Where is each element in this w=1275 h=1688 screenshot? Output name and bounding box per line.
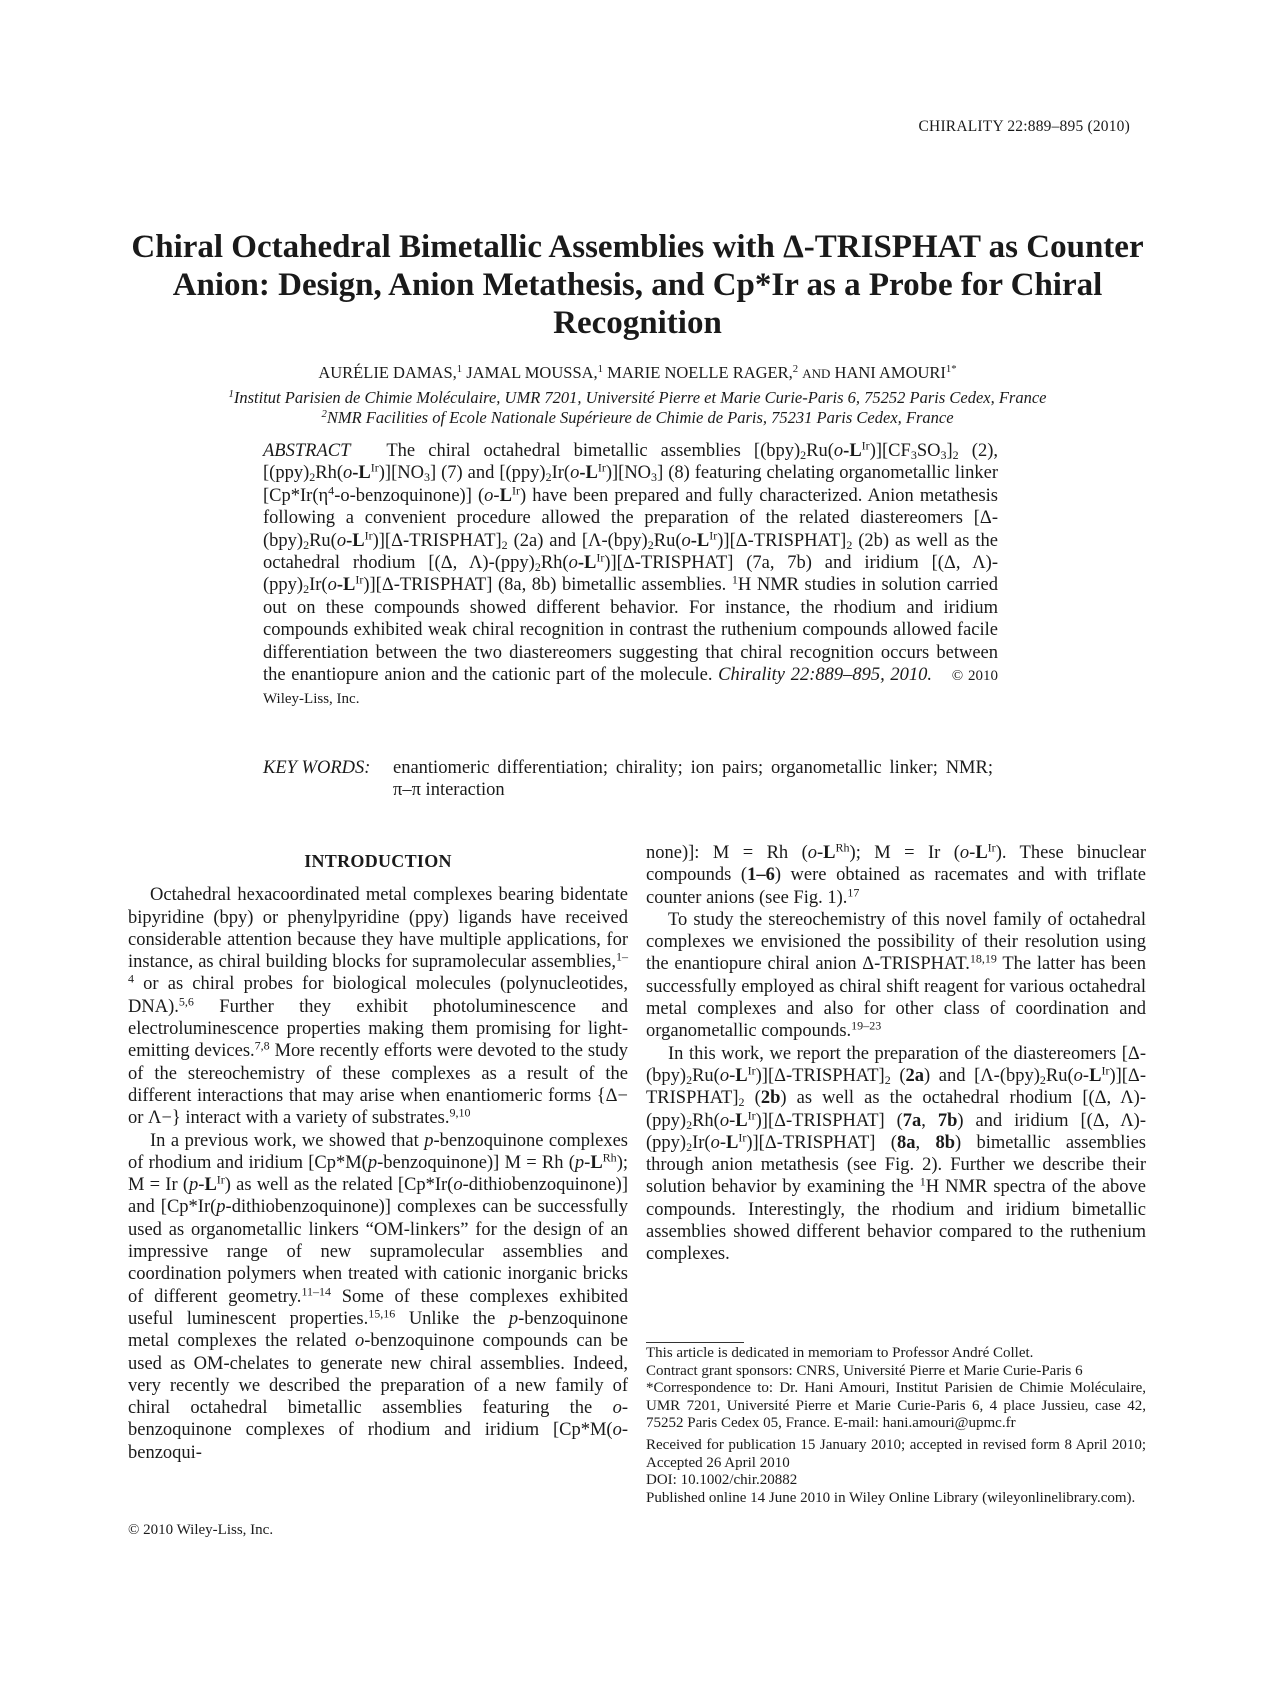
text-run: H NMR spectra of the above compounds. Interestingly, the rhodium and iridium bimetallic assemblies showed different behavior compared to the ruthenium complexes. <box>646 1177 1146 1265</box>
citation-ref: 9,10 <box>449 1105 471 1120</box>
author-name: JAMAL MOUSSA, <box>466 363 598 382</box>
text-run: o <box>710 1132 720 1153</box>
text-run: -o-benzoquinone)] ( <box>334 485 485 506</box>
text-run: L <box>735 1110 748 1131</box>
text-run: )][Δ-TRISPHAT] <box>717 530 847 551</box>
subscript: 2 <box>545 470 552 485</box>
right-column <box>646 842 1146 1266</box>
text-run: o <box>612 1398 622 1419</box>
text-run: -dithiobenzoquinone)] complexes can be successfully used as organometallic linkers “OM-linkers” for the design of an impressive range of new supramolecular assemblies and coordination polymers when treated with cationic inorganic bricks of different geometry. <box>128 1197 629 1307</box>
footnote-grant: Contract grant sponsors: CNRS, Université Pierre et Marie Curie-Paris 6 <box>646 1362 1083 1379</box>
superscript: Ir <box>738 1130 747 1145</box>
text-run: (2), [(ppy) <box>263 441 998 484</box>
text-run: 8a <box>896 1132 916 1153</box>
text-run: Rh( <box>692 1110 720 1131</box>
text-run: o <box>484 485 494 506</box>
author-conjunction: AND <box>802 366 831 381</box>
text-run: o <box>833 441 844 461</box>
footnote-received: Received for publication 15 January 2010; accepted in revised form 8 April 2010; Accepted 26 April 2010 <box>646 1436 1146 1471</box>
author-name: AURÉLIE DAMAS, <box>318 363 457 382</box>
keywords-text: enantiomeric differentiation; chirality; ion pairs; organometallic linker; NMR; π–π interaction <box>393 758 993 801</box>
affiliation-text: NMR Facilities of Ecole Nationale Supérieure de Chimie de Paris, 75231 Paris Cedex, France <box>326 408 954 427</box>
text-run: o <box>354 1331 365 1352</box>
text-run: Ru( <box>1045 1065 1074 1086</box>
text-run: Rh( <box>315 463 343 484</box>
text-run: o <box>453 1175 463 1196</box>
affiliation-marker: 1 <box>456 363 463 376</box>
affiliation-marker: 1 <box>597 363 604 376</box>
author-name: MARIE NOELLE RAGER, <box>607 363 793 382</box>
abstract-label: ABSTRACT <box>263 441 351 461</box>
text-run: 2a <box>905 1065 924 1086</box>
text-run: or as chiral probes for biological molecules (polynucleotides, DNA). <box>128 974 628 1017</box>
text-run: -benzoqui- <box>128 1420 628 1463</box>
text-run: o <box>327 575 337 596</box>
text-run: p <box>216 1197 226 1218</box>
text-run: p <box>367 1152 378 1173</box>
text-run: )][Δ-TRISPHAT] <box>372 530 502 551</box>
subscript: 2 <box>303 537 310 552</box>
abstract-copyright: © 2010 Wiley-Liss, Inc. <box>263 668 999 708</box>
superscript: Ir <box>861 438 870 453</box>
text-run: o <box>568 553 578 574</box>
text-run: L <box>975 843 988 863</box>
text-run: L <box>499 485 512 506</box>
superscript: Ir <box>355 572 364 587</box>
text-run: o <box>959 843 970 863</box>
superscript: Ir <box>511 483 520 498</box>
affiliation-marker: 2 <box>792 363 799 376</box>
text-run: More recently efforts were devoted to the study of the stereochemistry of these complexes as a result of the different interactions that may arise when enantiomeric forms {Δ− or Λ−} interact with a variety of substrates. <box>128 1041 628 1129</box>
text-run: -benzoquinone)] M = Rh ( <box>377 1152 575 1173</box>
text-run: )][Δ-TRISPHAT] <box>755 1065 885 1086</box>
text-run: -benzoquinone complexes of rhodium and iridium [Cp*M( <box>128 1130 629 1173</box>
text-run: )][Δ-TRISPHAT] ( <box>746 1132 897 1153</box>
subscript: 2 <box>647 537 654 552</box>
text-run: )][CF <box>869 441 911 461</box>
subscript: 3 <box>651 470 658 485</box>
text-run: ] (7) and [(ppy) <box>429 463 546 484</box>
subscript: 2 <box>501 537 508 552</box>
abstract: ABSTRACT The chiral octahedral bimetallic assemblies $[(bpy)_2Ru(o-L^{Ir})][CF_3SO_3]_2$ (2), $[(ppy)_2Rh(o-L^{Ir})][NO_3]$ (7) and $[(ppy)_2Ir(o-L^{Ir})][NO_3]$ (8) featuring chelating organometallic linker $[Cp*Ir(\eta^4-o-benzoquinone)]$ $(o-L^{Ir})$ have been prepared and fully characterized. Anion metathesis following a convenient procedure allowed the preparation of the related diastereomers $[\Delta-(bpy)_2Ru(o-L^{Ir})][\Delta-TRISPHAT]_2$ (2a) and $[\Lambda-(bpy)_2Ru(o-L^{Ir})][\Delta-TRISPHAT]_2$ (2b) as well as the octahedral rhodium [(Δ, $\Lambda)-(ppy)_2Rh(o-L^{Ir})][\Delta-TRISPHAT]$ (7a, 7b) and iridium [(Δ, $\Lambda)-(ppy)_2Ir(o-L^{Ir})][\Delta-TRISPHAT]$ (8a, 8b) bimetallic assemblies. $^1$H NMR studies in solution carried out on these compounds showed different behavior. For instance, the rhodium and iridium compounds exhibited weak chiral recognition in contrast the ruthenium compounds allowed facile differentiation between the two diastereomers suggesting that chiral recognition occurs between the enantiopure anion and the cationic part of the molecule. Chirality 22:889–895, 2010. © 2010 Wiley-Liss, Inc. <box>263 438 999 708</box>
text-run: Ru( <box>309 530 337 551</box>
text-run: p <box>508 1308 519 1329</box>
superscript: Ir <box>364 528 373 543</box>
text-run: p <box>189 1175 199 1196</box>
superscript: Ir <box>597 460 606 475</box>
author-name: HANI AMOURI <box>834 363 946 382</box>
citation-ref: 19–23 <box>851 1018 882 1033</box>
subscript: 2 <box>846 537 853 552</box>
paragraph <box>128 884 628 1129</box>
text-run: ( <box>890 1065 906 1086</box>
superscript: Ir <box>596 550 605 565</box>
text-run: o <box>719 1065 730 1086</box>
superscript: 4 <box>328 483 335 498</box>
subscript: 2 <box>686 1139 693 1154</box>
text-run: -L <box>579 463 598 484</box>
text-run: o <box>719 1110 730 1131</box>
affiliation <box>130 408 1145 428</box>
citation-ref: 1–4 <box>128 949 628 986</box>
affiliation-text: Institut Parisien de Chimie Moléculaire, UMR 7201, Université Pierre et Marie Curie-Paris 6, 75252 Paris Cedex, France <box>233 388 1047 407</box>
superscript: 1 <box>919 1174 926 1189</box>
text-run: -L <box>843 441 862 461</box>
text-run: L <box>726 1132 739 1153</box>
subscript: 2 <box>884 1072 891 1087</box>
text-run: o <box>343 463 353 484</box>
keywords <box>263 757 998 802</box>
text-run: 7b <box>937 1110 958 1131</box>
paragraph: none)]: M = Rh $(o-L^{Rh})$; M = Ir $(o-L^{Ir})$. These binuclear compounds (1–6) were obtained as racemates and with triflate counter anions (see Fig. 1).$^{17}$ <box>646 840 1146 908</box>
text-run: -dithiobenzoquinone)] and [Cp*Ir( <box>128 1175 628 1218</box>
affiliation-number: 2 <box>321 408 327 421</box>
text-run: 8b <box>935 1132 955 1153</box>
text-run: none)]: M = Rh ( <box>646 843 808 863</box>
text-run: p <box>574 1152 585 1173</box>
text-run: o <box>681 530 691 551</box>
superscript: Ir <box>747 1063 756 1078</box>
text-run: -L <box>346 530 365 551</box>
text-run: In this work, we report the preparation of the diastereomers [Δ-(bpy) <box>646 1043 1146 1086</box>
subscript: 2 <box>738 1095 745 1110</box>
text-run: o <box>336 530 347 551</box>
subscript: 2 <box>686 1072 693 1087</box>
text-run: , <box>921 1110 938 1131</box>
text-run: )][Δ-TRISPHAT] (7a, 7b) and iridium [(Δ, Λ)-(ppy) <box>263 553 998 596</box>
text-run: -L <box>577 553 597 574</box>
text-run: ( <box>744 1088 761 1109</box>
text-run: The chiral octahedral bimetallic assemblies [(bpy) <box>386 441 801 461</box>
text-run: ] <box>946 441 953 461</box>
text-run: ); M = Ir ( <box>128 1152 628 1196</box>
subscript: 2 <box>686 1117 693 1132</box>
footnote-doi: DOI: 10.1002/chir.20882 <box>646 1472 798 1489</box>
text-run: In a previous work, we showed that <box>150 1130 425 1151</box>
footnote-correspondence: *Correspondence to: Dr. Hani Amouri, Institut Parisien de Chimie Moléculaire, UMR 7201, Université Pierre et Marie Curie-Paris 6, 4 place Jussieu, case 42, 75252 Paris Cedex 05, France. E-mail: hani.amouri@upmc.fr <box>646 1380 1146 1432</box>
text-run: The latter has been successfully employed as chiral shift reagent for various octahedral metal complexes and also for other class of coordination and organometallic compounds. <box>646 954 1147 1042</box>
left-column <box>128 850 628 1464</box>
text-run: Octahedral hexacoordinated metal complexes bearing bidentate bipyridine (bpy) or phenylpyridine (ppy) ligands have received considerable attention because they have multiple applications, for instance, as chiral building blocks for supramolecular assemblies, <box>128 885 628 973</box>
text-run: Further they exhibit photoluminescence and electroluminescence properties making them promising for light-emitting devices. <box>128 996 628 1062</box>
text-run: L <box>204 1175 217 1196</box>
article-title: Chiral Octahedral Bimetallic Assemblies with Δ-TRISPHAT as Counter Anion: Design, Anion Metathesis, and Cp*Ir as a Probe for Chiral Recognition <box>131 229 1144 341</box>
text-run: SO <box>916 441 941 461</box>
footnote-published: Published online 14 June 2010 in Wiley Online Library (wileyonlinelibrary.com). <box>646 1489 1136 1506</box>
text-run: )][NO <box>605 463 652 484</box>
keywords-label: KEY WORDS: <box>263 758 371 778</box>
text-run: ] (8) featuring chelating organometallic linker [Cp*Ir(η <box>263 463 998 506</box>
text-run: )][Δ-TRISPHAT] (8a, 8b) bimetallic assemblies. <box>363 575 727 596</box>
subscript: 3 <box>423 470 430 485</box>
text-run: Ru( <box>692 1065 720 1086</box>
subscript: 2 <box>534 560 541 575</box>
affiliation-marker: 1* <box>945 363 957 376</box>
affiliation-number: 1 <box>228 388 234 401</box>
text-run: 2b <box>760 1088 781 1109</box>
text-run: ). These binuclear compounds ( <box>646 843 1146 886</box>
subscript: 2 <box>309 470 316 485</box>
text-run: )][Δ-TRISPHAT] ( <box>755 1110 903 1131</box>
citation-ref: 17 <box>847 884 860 899</box>
text-run: )][NO <box>378 463 424 484</box>
text-run: L <box>1089 1065 1102 1086</box>
text-run: 7a <box>902 1110 922 1131</box>
text-run: Ru( <box>806 441 834 461</box>
text-run: ); M = Ir ( <box>849 843 960 863</box>
subscript: 3 <box>940 448 947 462</box>
text-run: p <box>424 1130 434 1151</box>
text-run: To study the stereochemistry of this novel family of octahedral complexes we envisioned the possibility of their resolution using the enantiopure chiral anion Δ-TRISPHAT. <box>646 909 1146 975</box>
subscript: 2 <box>952 448 959 462</box>
text-run: o <box>570 463 580 484</box>
paragraph: In a previous work, we showed that p-benzoquinone complexes of rhodium and iridium [Cp*M(p-benzoquinone)] M = Rh $(p-L^{Rh})$; M = Ir $(p-L^{Ir})$ as well as the related [Cp*Ir(o-dithiobenzoquinone)] and [Cp*Ir(p-dithiobenzoquinone)] complexes can be successfully used as organometallic linkers “OM-linkers” for the design of an impressive range of new supramolecular assemblies and coordination polymers when treated with cationic inorganic bricks of different geometry.$^{11-14}$ Some of these complexes exhibited useful luminescent properties.$^{15,16}$ Unlike the p-benzoquinone metal complexes the related o-benzoquinone compounds can be used as OM-chelates to generate new chiral assemblies. Indeed, very recently we described the preparation of a new family of chiral octahedral bimetallic assemblies featuring the o-benzoquinone complexes of rhodium and iridium [Cp*M(o-benzoqui- <box>128 1130 629 1463</box>
text-run: Ir( <box>551 463 571 484</box>
subscript: 2 <box>303 582 310 597</box>
footnote-dedication: This article is dedicated in memoriam to Professor André Collet. <box>646 1345 1034 1361</box>
subscript: 3 <box>910 448 917 462</box>
text-run: ) have been prepared and fully characterized. Anion metathesis following a convenient procedure allowed the preparation of the related diastereomers [Δ-(bpy) <box>263 485 999 551</box>
affiliation <box>130 388 1145 408</box>
superscript: Rh <box>602 1150 617 1165</box>
journal-reference: CHIRALITY 22:889–895 (2010) <box>918 118 1130 135</box>
text-run: Ru( <box>653 530 682 551</box>
text-run: ) bimetallic assemblies through anion metathesis (see Fig. 2). Further we describe their solution behavior by examining the <box>646 1132 1146 1198</box>
text-run: ) and [Λ-(bpy) <box>923 1065 1040 1086</box>
text-run: L <box>590 1152 603 1173</box>
superscript: Rh <box>835 840 850 855</box>
citation-ref: 15,16 <box>368 1306 396 1321</box>
section-heading: INTRODUCTION <box>304 851 452 871</box>
text-run: ) were obtained as racemates and with triflate counter anions (see Fig. 1). <box>646 865 1146 908</box>
subscript: 2 <box>800 448 807 462</box>
text-run: -benzoquinone compounds can be used as OM-chelates to generate new chiral assemblies. Indeed, very recently we described the preparation of a new family of chiral octahedral bimetallic assemblies featuring the <box>128 1331 628 1419</box>
text-run: Unlike the <box>395 1308 509 1329</box>
paragraph: In this work, we report the preparation of the diastereomers $[\Delta-(bpy)_2Ru(o-L^{Ir})][\Delta-TRISPHAT]_2$ (2a) and $[\Lambda-(bpy)_2Ru(o-L^{Ir})][\Delta-TRISPHAT]_2$ (2b) as well as the octahedral rhodium [(Δ, $\Lambda)-(ppy)_2Rh(o-L^{Ir})][\Delta-TRISPHAT]$ (7a, 7b) and iridium [(Δ, $\Lambda)-(ppy)_2Ir(o-L^{Ir})][\Delta-TRISPHAT]$ (8a, 8b) bimetallic assemblies through anion metathesis (see Fig. 2). Further we describe their solution behavior by examining the $^1$H NMR spectra of the above compounds. Interestingly, the rhodium and iridium bimetallic assemblies showed different behavior compared to the ruthenium complexes. <box>646 1043 1146 1265</box>
superscript: Ir <box>709 528 718 543</box>
citation-ref: 5,6 <box>178 994 194 1009</box>
text-run: -benzoquinone metal complexes the related <box>128 1308 629 1352</box>
text-run: -L <box>352 463 371 484</box>
paragraph <box>646 909 1146 1043</box>
text-run: , <box>915 1132 936 1153</box>
superscript: 1 <box>731 572 738 587</box>
citation-ref: 18,19 <box>969 951 997 966</box>
citation-ref: 7,8 <box>254 1038 270 1053</box>
text-run: -L <box>690 530 710 551</box>
citation-ref: 11–14 <box>301 1284 332 1299</box>
text-run: ) and iridium [(Δ, Λ)-(ppy) <box>646 1110 1146 1153</box>
superscript: Ir <box>216 1172 225 1187</box>
text-run: )][Δ-TRISPHAT] <box>646 1065 1146 1109</box>
text-run: o <box>612 1420 622 1441</box>
text-run: Rh( <box>540 553 569 574</box>
text-run: -L <box>336 575 356 596</box>
superscript: Ir <box>987 840 996 855</box>
text-run: o <box>1073 1065 1083 1086</box>
text-run: L <box>823 843 836 863</box>
text-run: (2a) and [Λ-(bpy) <box>507 530 648 551</box>
text-run: Some of these complexes exhibited useful luminescent properties. <box>128 1286 628 1329</box>
text-run: Ir( <box>692 1132 711 1153</box>
superscript: Ir <box>1101 1063 1110 1078</box>
superscript: Ir <box>747 1107 756 1122</box>
superscript: Ir <box>370 460 379 475</box>
text-run: ) as well as the octahedral rhodium [(Δ, Λ)-(ppy) <box>646 1088 1146 1131</box>
page-copyright: © 2010 Wiley-Liss, Inc. <box>128 1522 274 1538</box>
footnotes <box>646 1345 1146 1507</box>
text-run: 1–6 <box>747 865 775 886</box>
footnote-divider <box>646 1342 744 1343</box>
text-run: H NMR studies in solution carried out on these compounds showed different behavior. For instance, the rhodium and iridium compounds exhibited weak chiral recognition in contrast the ruthenium compounds allowed facile differentiation between the two diastereomers suggesting that chiral recognition occurs between the enantiopure anion and the cationic part of the molecule. <box>263 575 998 686</box>
text-run: o <box>807 843 817 863</box>
abstract-citation: Chirality 22:889–895, 2010. <box>718 665 933 686</box>
subscript: 2 <box>1039 1072 1046 1087</box>
text-run: Ir( <box>309 575 328 596</box>
text-run: -benzoquinone complexes of rhodium and iridium [Cp*M( <box>128 1398 628 1441</box>
text-run: (2b) as well as the octahedral rhodium [(Δ, Λ)-(ppy) <box>263 530 998 574</box>
author-list <box>130 363 1145 383</box>
text-run: ) as well as the related [Cp*Ir( <box>224 1175 454 1196</box>
text-run: L <box>735 1065 748 1086</box>
